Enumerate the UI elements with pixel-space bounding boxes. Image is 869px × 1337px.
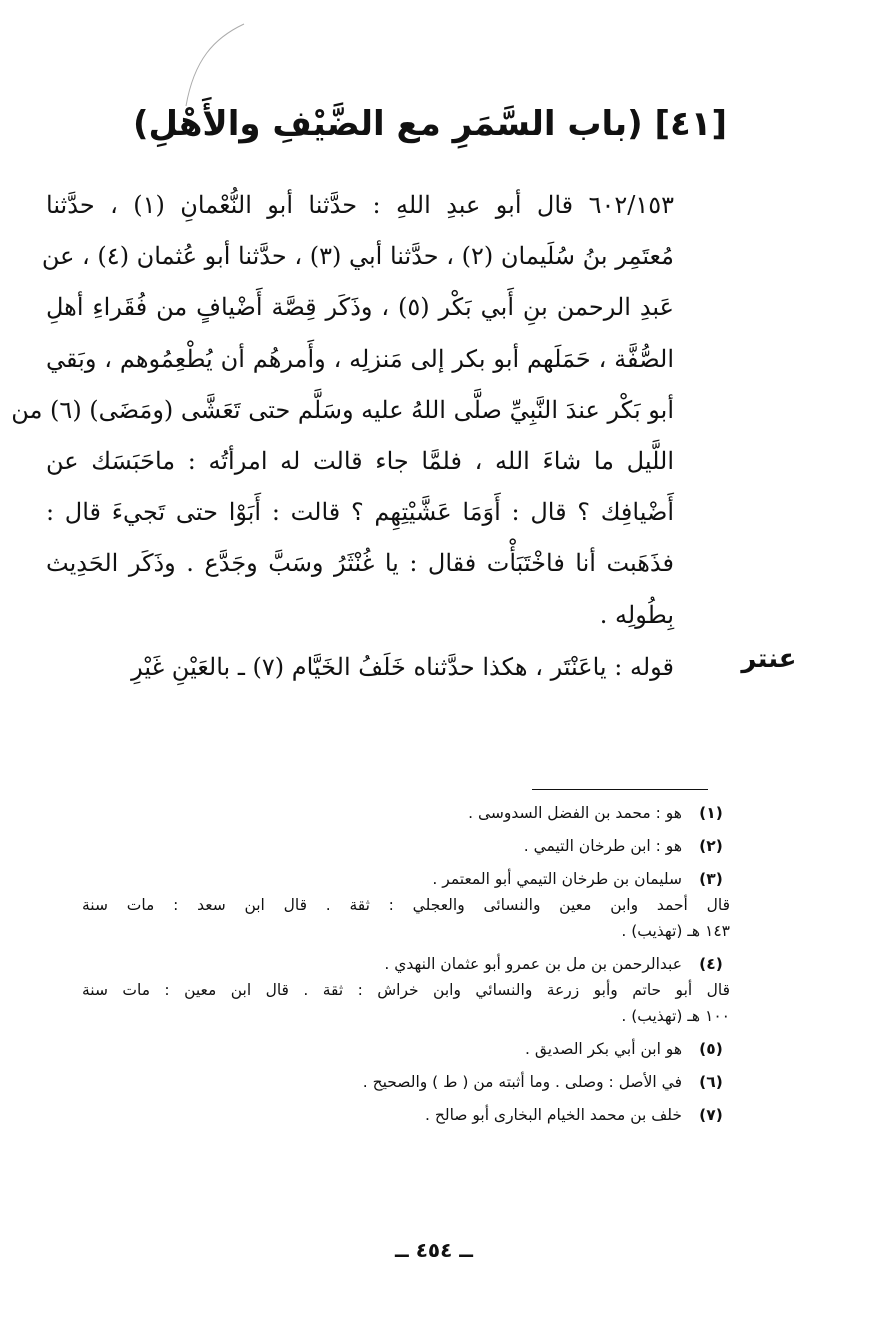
footnote-text: في الأصل : وصلى . وما أثبته من ( ط ) والصحيح . bbox=[362, 1073, 682, 1091]
footnote-text: خلف بن محمد الخيام البخارى أبو صالح . bbox=[424, 1106, 682, 1124]
footnote-item bbox=[40, 866, 730, 944]
footnote-number: (١) bbox=[699, 804, 723, 822]
text-line: ٦٠٢/١٥٣ قال أبو عبدِ اللهِ : حدَّثنا أبو النُّعْمانِ (١) ، حدَّثنا bbox=[46, 191, 674, 219]
chapter-title: [٤١] (باب السَّمَرِ مع الضَّيْفِ والأَهْلِ) bbox=[132, 104, 728, 144]
pen-stroke-mark bbox=[180, 20, 260, 110]
text-line: فذَهَبت أنا فاخْتَبَأْت فقال : يا غُنْثَرُ وسَبَّ وجَدَّع . وذَكَر الحَدِيث bbox=[46, 549, 674, 578]
hadith-text bbox=[11, 180, 674, 641]
footnote-text: هو ابن أبي بكر الصديق . bbox=[525, 1040, 682, 1058]
page-number: ــ ٤٥٤ ــ bbox=[395, 1238, 473, 1262]
footnote-text: هو : ابن طرخان التيمي . bbox=[523, 837, 682, 855]
gloss-line: قوله : ياعَنْتَر ، هكذا حدَّثناه خَلَفُ الخَيَّام (٧) ـ بالعَيْنِ غَيْرِ bbox=[131, 653, 674, 681]
footnotes bbox=[40, 800, 730, 1135]
margin-keyword: عنتر bbox=[741, 644, 797, 674]
text-line: أَضْيافِك ؟ قال : أَوَمَا عَشَّيْتِهِم ؟ قالت : أَبَوْا حتى تَجيءَ قال : bbox=[46, 498, 674, 527]
footnote-item bbox=[40, 800, 730, 826]
footnote-number: (٦) bbox=[699, 1073, 723, 1091]
footnote-text: عبدالرحمن بن مل بن عمرو أبو عثمان النهدي . bbox=[384, 955, 682, 973]
footnote-item bbox=[40, 833, 730, 859]
text-line: عَبدِ الرحمن بنِ أَبي بَكْر (٥) ، وذَكَر قِصَّة أَضْيافٍ من فُقَراءِ أهلِ bbox=[46, 293, 674, 322]
footnote-text: هو : محمد بن الفضل السدوسى . bbox=[468, 804, 682, 822]
footnote-item bbox=[40, 951, 730, 1029]
text-line: بِطُولِه . bbox=[599, 600, 674, 629]
text-line: أبو بَكْر عندَ النَّبِيِّ صلَّى اللهُ عليه وسَلَّم حتى تَعَشَّى (ومَضَى) (٦) من bbox=[11, 395, 674, 424]
text-line: اللَّيل ما شاءَ الله ، فلمَّا جاء قالت له امرأتُه : ماحَبَسَك عن bbox=[46, 447, 674, 476]
footnote-number: (٤) bbox=[699, 955, 723, 973]
footnote-item bbox=[40, 1069, 730, 1095]
footnote-separator bbox=[532, 789, 708, 790]
footnote-text: سليمان بن طرخان التيمي أبو المعتمر . bbox=[432, 870, 682, 888]
footnote-number: (٥) bbox=[699, 1040, 723, 1058]
footnote-item bbox=[40, 1102, 730, 1128]
footnote-number: (٧) bbox=[699, 1106, 723, 1124]
footnote-text: قال أبو حاتم وأبو زرعة والنسائي وابن خراش : ثقة . قال ابن معين : مات سنة bbox=[82, 981, 730, 999]
footnote-item bbox=[40, 1036, 730, 1062]
text-line: مُعتَمِر بنُ سُلَيمان (٢) ، حدَّثنا أبي (٣) ، حدَّثنا أبو عُثمان (٤) ، عن bbox=[41, 242, 674, 271]
footnote-text: ١٤٣ هـ (تهذيب) . bbox=[621, 922, 730, 940]
footnote-text: قال أحمد وابن معين والنسائى والعجلي : ثقة . قال ابن سعد : مات سنة bbox=[82, 896, 730, 914]
footnote-number: (٢) bbox=[699, 837, 723, 855]
text-line: الصُّفَّة ، حَمَلَهم أبو بكر إلى مَنزلِه ، وأَمرهُم أن يُطْعِمُوهم ، وبَقي bbox=[46, 344, 674, 373]
footnote-number: (٣) bbox=[699, 870, 723, 888]
footnote-text: ١٠٠ هـ (تهذيب) . bbox=[621, 1007, 730, 1025]
